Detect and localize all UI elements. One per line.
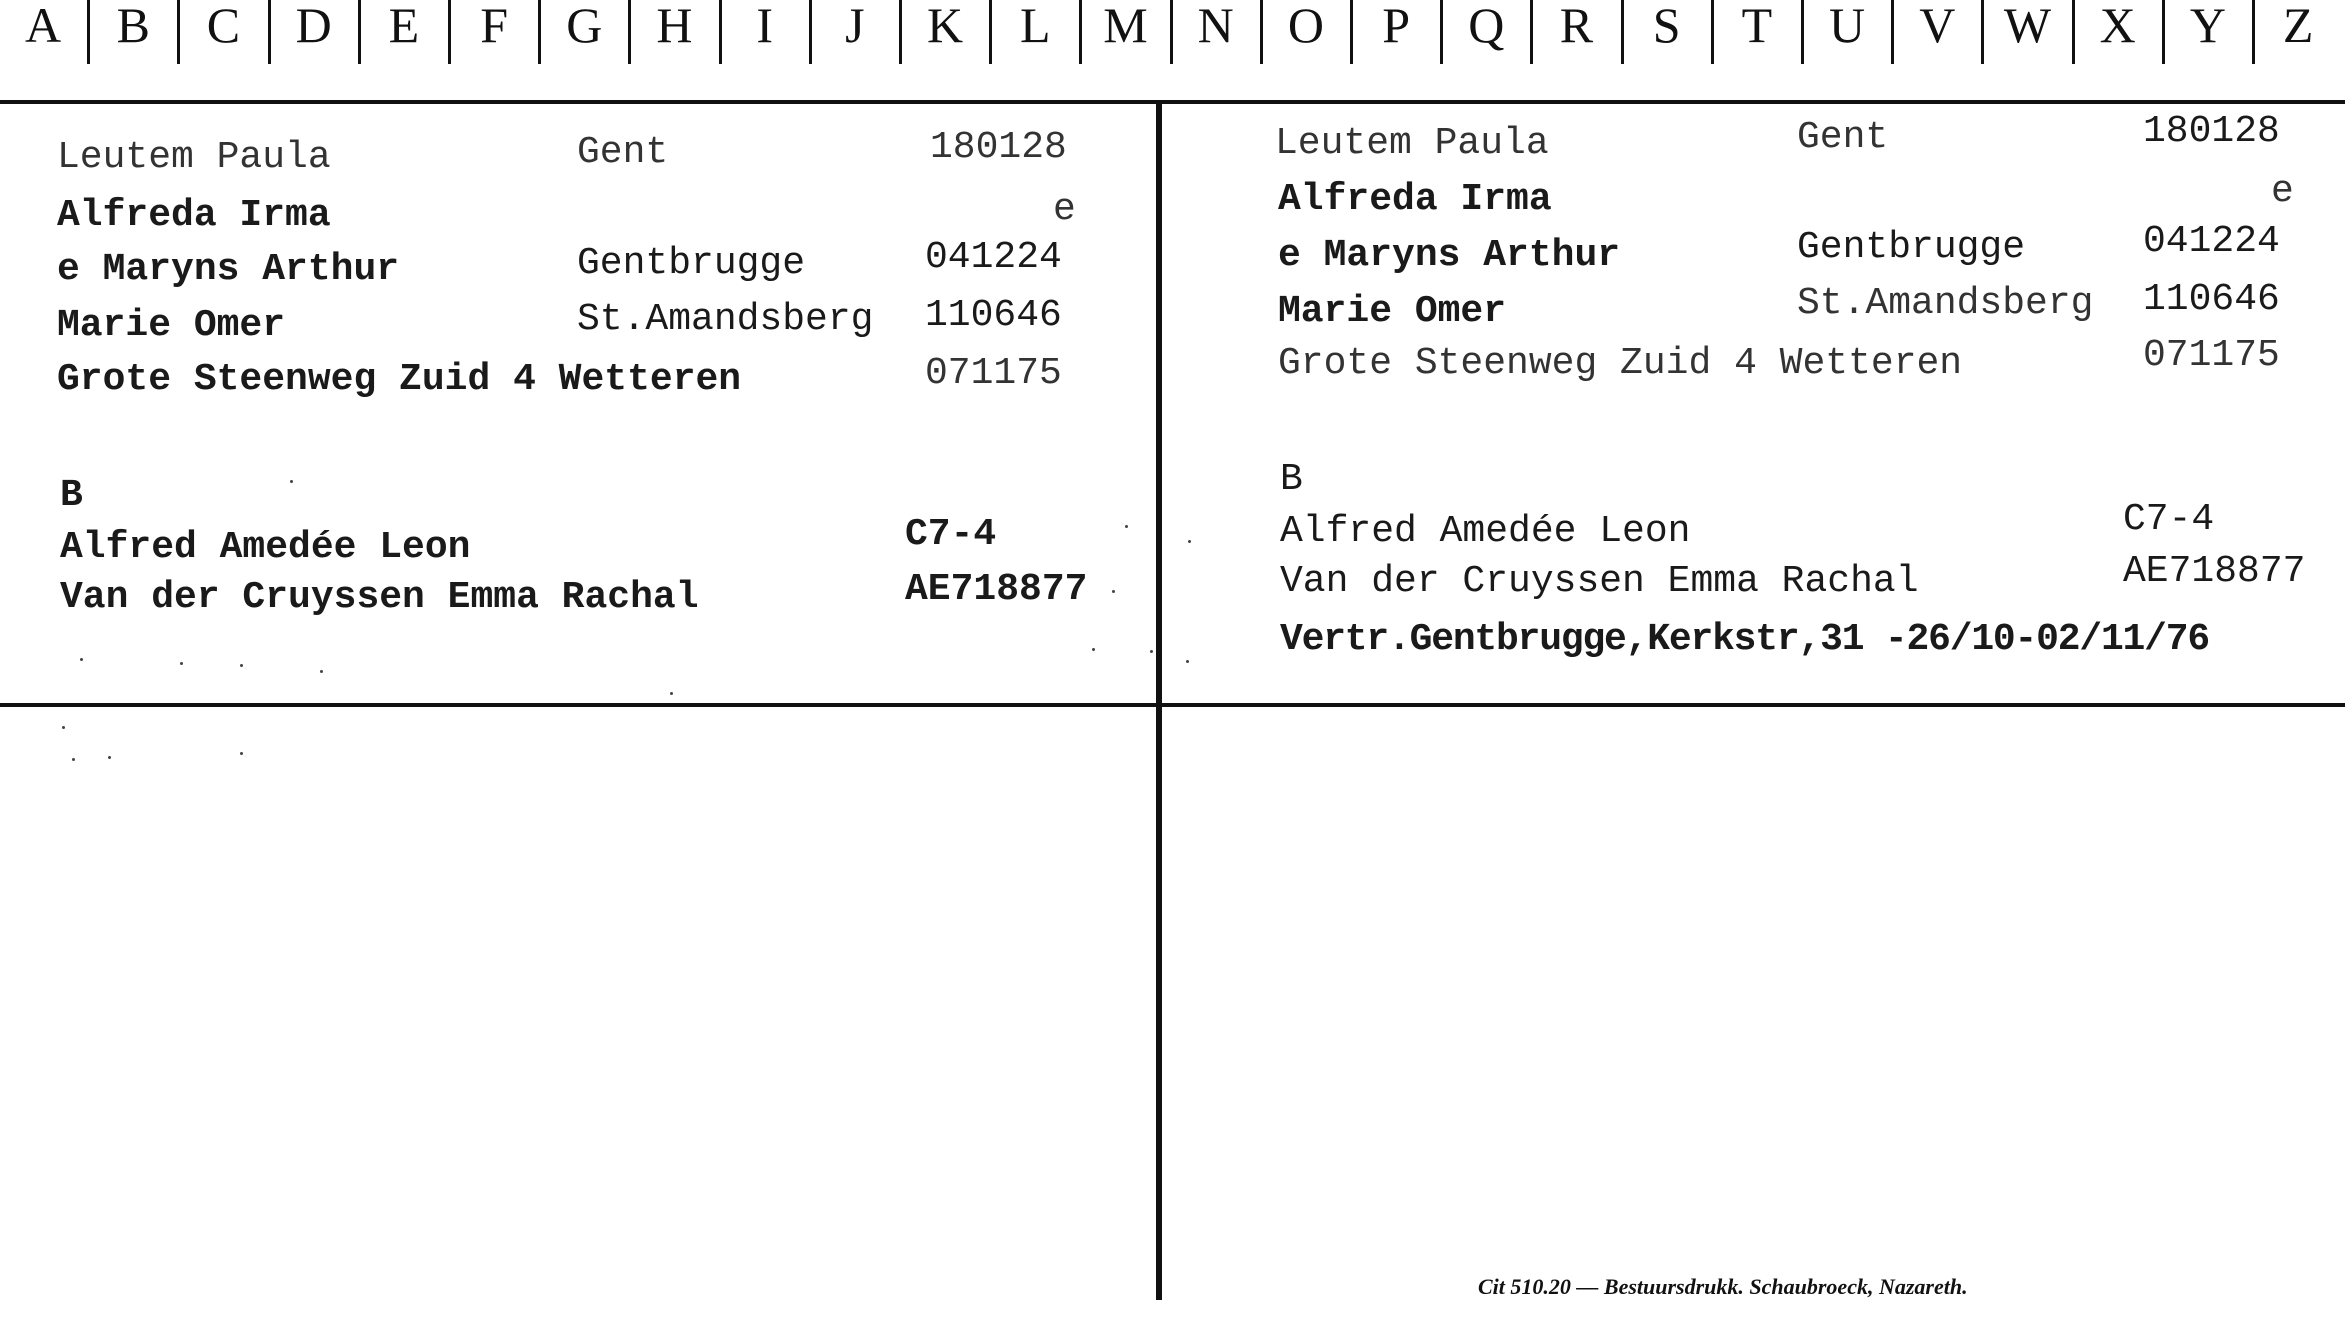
left-spouse: e Maryns Arthur — [57, 248, 400, 291]
left-spouse-date: 041224 — [925, 236, 1062, 279]
left-birthdate: 180128 — [930, 126, 1067, 169]
index-divider — [989, 0, 992, 64]
index-letter-d: D — [295, 0, 332, 53]
index-letter-w: W — [2003, 0, 2052, 53]
left-section: B — [60, 474, 83, 517]
scan-speck — [1188, 540, 1191, 543]
index-divider — [1440, 0, 1443, 64]
index-divider — [1170, 0, 1173, 64]
left-birthplace: Gent — [577, 131, 669, 174]
index-letter-t: T — [1741, 0, 1773, 53]
scan-speck — [80, 658, 83, 661]
scan-speck — [180, 662, 183, 665]
left-id-code: C7-4 — [905, 513, 997, 556]
left-death-place: St.Amandsberg — [577, 298, 874, 341]
index-letter-g: G — [566, 0, 603, 53]
left-mother: Van der Cruyssen Emma Rachal — [60, 576, 699, 619]
index-letter-k: K — [927, 0, 964, 53]
index-divider — [2162, 0, 2165, 64]
right-departure-note: Vertr.Gentbrugge,Kerkstr,31 -26/10-02/11/76 — [1280, 618, 2209, 661]
index-letter-i: I — [756, 0, 774, 53]
right-address: Grote Steenweg Zuid 4 Wetteren — [1278, 342, 1963, 385]
right-spouse-date: 041224 — [2143, 220, 2280, 263]
index-divider — [1079, 0, 1082, 64]
scan-speck — [1150, 650, 1153, 653]
index-letter-p: P — [1382, 0, 1410, 53]
index-letter-v: V — [1919, 0, 1956, 53]
index-divider — [268, 0, 271, 64]
index-letter-e: E — [388, 0, 420, 53]
index-divider — [899, 0, 902, 64]
index-divider — [177, 0, 180, 64]
index-divider — [358, 0, 361, 64]
index-letter-y: Y — [2189, 0, 2226, 53]
left-address-date: 071175 — [925, 352, 1062, 395]
index-letter-j: J — [845, 0, 865, 53]
index-divider — [719, 0, 722, 64]
index-letter-h: H — [656, 0, 693, 53]
index-letter-f: F — [480, 0, 508, 53]
right-suffix: e — [2271, 170, 2294, 213]
index-divider — [448, 0, 451, 64]
scan-speck — [72, 758, 75, 761]
right-spouse-place: Gentbrugge — [1797, 226, 2026, 269]
left-spouse-names: Marie Omer — [57, 304, 286, 347]
index-letter-q: Q — [1468, 0, 1505, 53]
index-letter-z: Z — [2282, 0, 2314, 53]
left-id-number: AE718877 — [905, 568, 1088, 611]
left-spouse-place: Gentbrugge — [577, 242, 806, 285]
right-spouse-names: Marie Omer — [1278, 290, 1507, 333]
scan-speck — [320, 670, 323, 673]
index-letter-u: U — [1829, 0, 1866, 53]
index-letter-l: L — [1020, 0, 1051, 53]
left-death-date: 110646 — [925, 294, 1062, 337]
left-given-names: Alfreda Irma — [57, 194, 331, 237]
index-letter-s: S — [1652, 0, 1681, 53]
scan-speck — [1186, 660, 1189, 663]
right-id-number: AE718877 — [2123, 550, 2306, 593]
right-birthdate: 180128 — [2143, 110, 2280, 153]
index-divider — [1350, 0, 1353, 64]
index-divider — [1621, 0, 1624, 64]
right-section: B — [1280, 458, 1303, 501]
left-father: Alfred Amedée Leon — [60, 526, 471, 569]
index-divider — [2252, 0, 2255, 64]
scan-speck — [670, 692, 673, 695]
index-letter-r: R — [1559, 0, 1594, 53]
index-divider — [628, 0, 631, 64]
index-divider — [1530, 0, 1533, 64]
scan-speck — [62, 726, 65, 729]
index-divider — [1891, 0, 1894, 64]
left-name: Leutem Paula — [57, 136, 331, 179]
index-letter-b: B — [116, 0, 150, 53]
scan-speck — [290, 480, 293, 483]
right-mother: Van der Cruyssen Emma Rachal — [1280, 560, 1919, 603]
right-father: Alfred Amedée Leon — [1280, 510, 1691, 553]
right-spouse: e Maryns Arthur — [1278, 234, 1621, 277]
scan-speck — [240, 752, 243, 755]
card-divider — [1156, 104, 1162, 1300]
index-divider — [1711, 0, 1714, 64]
header-rule — [0, 100, 2345, 104]
index-divider — [87, 0, 90, 64]
alphabet-index-strip — [0, 0, 2345, 66]
right-name: Leutem Paula — [1275, 122, 1549, 165]
right-given-names: Alfreda Irma — [1278, 178, 1552, 221]
index-letter-c: C — [206, 0, 241, 53]
index-letter-a: A — [25, 0, 62, 53]
printer-footer: Cit 510.20 — Bestuursdrukk. Schaubroeck, Nazareth. — [1478, 1274, 1968, 1299]
index-divider — [538, 0, 541, 64]
index-divider — [809, 0, 812, 64]
right-death-place: St.Amandsberg — [1797, 282, 2094, 325]
right-death-date: 110646 — [2143, 278, 2280, 321]
index-letter-o: O — [1287, 0, 1324, 53]
left-address: Grote Steenweg Zuid 4 Wetteren — [57, 358, 742, 401]
scan-speck — [108, 756, 111, 759]
right-id-code: C7-4 — [2123, 498, 2215, 541]
left-suffix: e — [1053, 188, 1076, 231]
index-divider — [1801, 0, 1804, 64]
index-divider — [1981, 0, 1984, 64]
index-divider — [2072, 0, 2075, 64]
index-letter-m: M — [1103, 0, 1148, 53]
scan-speck — [1112, 590, 1115, 593]
index-divider — [1260, 0, 1263, 64]
scan-speck — [1092, 648, 1095, 651]
right-address-date: 071175 — [2143, 334, 2280, 377]
index-letter-x: X — [2099, 0, 2136, 53]
scan-speck — [240, 664, 243, 667]
card-bottom-rule — [0, 703, 2345, 707]
index-letter-n: N — [1197, 0, 1234, 53]
right-birthplace: Gent — [1797, 116, 1889, 159]
scan-speck — [1125, 525, 1128, 528]
